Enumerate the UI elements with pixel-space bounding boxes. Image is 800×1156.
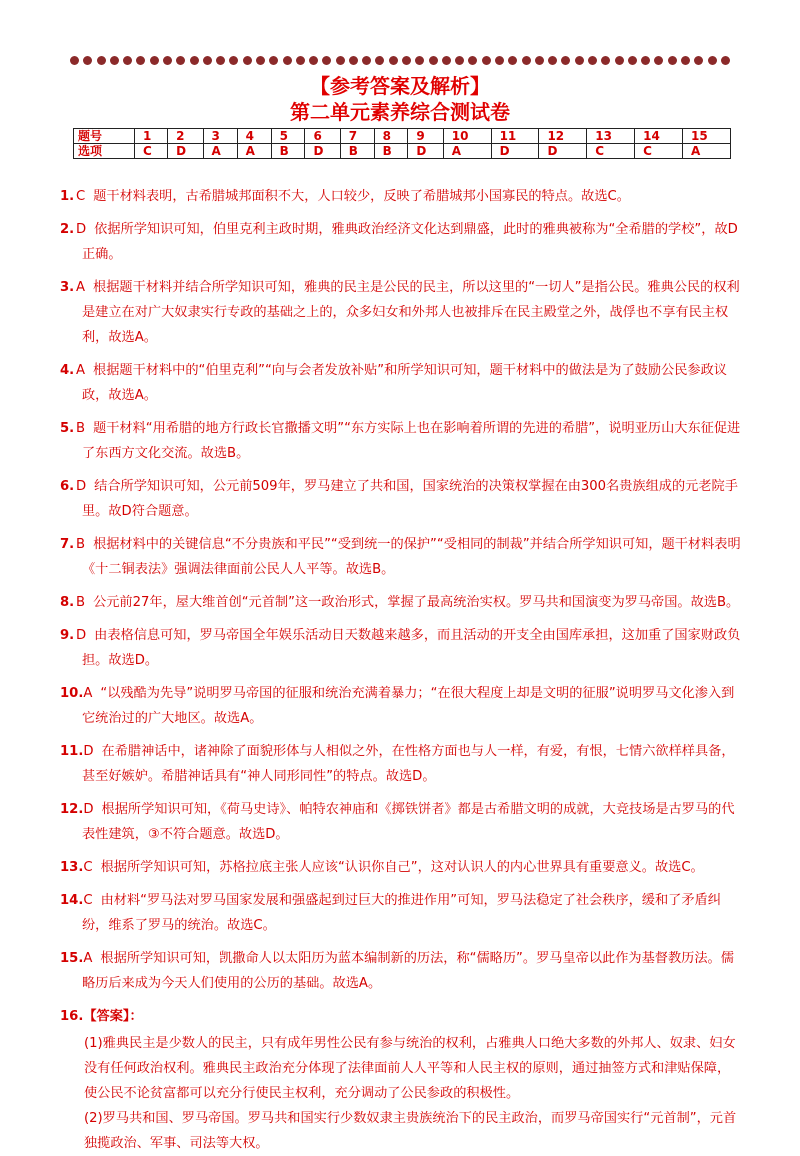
decorative-dot-border <box>70 56 730 66</box>
answer-table-number-row <box>74 129 731 144</box>
explanation-item <box>60 358 742 408</box>
question-number-cell: 3 <box>203 129 237 144</box>
item-explanation-text: 根据题干材料并结合所学知识可知，雅典的民主是公民的民主，所以这里的“一切人”是指公民。雅典公民的权利是建立在对广大奴隶实行专政的基础之上的，众多妇女和外邦人也被排斥在民主殿堂之外，战俘也不享有民主权利，故选A。 <box>82 280 740 345</box>
border-dot <box>203 56 212 65</box>
item-explanation-text: 题干材料“用希腊的地方行政长官撒播文明”“东方实际上也在影响着所谓的先进的希腊”，说明亚历山大东征促进了东西方文化交流。故选B。 <box>82 421 741 461</box>
item-number: 10. <box>60 686 84 701</box>
border-dot <box>296 56 305 65</box>
question-number-cell: 5 <box>271 129 305 144</box>
item-answer-letter: D <box>76 628 87 643</box>
item-number: 14. <box>60 893 84 908</box>
border-dot <box>482 56 491 65</box>
border-dot <box>601 56 610 65</box>
item-answer-letter: C <box>83 893 93 908</box>
item-explanation-text: 公元前27年，屋大维首创“元首制”这一政治形式，掌握了最高统治实权。罗马共和国演变为罗马帝国。故选B。 <box>93 595 740 610</box>
item-number: 3. <box>60 280 75 295</box>
question-number-cell: 7 <box>340 129 374 144</box>
item-number: 8. <box>60 595 75 610</box>
item-explanation-text: 根据材料中的关键信息“不分贵族和平民”“受到统一的保护”“受相同的制裁”并结合所学知识可知，题干材料表明《十二铜表法》强调法律面前公民人人平等。故选B。 <box>82 537 741 577</box>
item-number: 6. <box>60 479 75 494</box>
row-label-choice: 选项 <box>74 144 135 159</box>
border-dot <box>508 56 517 65</box>
question-16 <box>60 1004 742 1029</box>
item-number: 4. <box>60 363 75 378</box>
explanation-item <box>60 532 742 582</box>
answer-explanations <box>60 184 742 1156</box>
item-explanation-text: 在希腊神话中，诸神除了面貌形体与人相似之外，在性格方面也与人一样，有爱，有恨，七情六欲样样具备，甚至好嫉妒。希腊神话具有“神人同形同性”的特点。故选D。 <box>82 744 735 784</box>
border-dot <box>375 56 384 65</box>
page-title: 【参考答案及解析】 <box>310 74 490 98</box>
page-subtitle: 第二单元素养综合测试卷 <box>290 100 510 124</box>
answer-choice-cell: C <box>587 144 635 159</box>
item-number: 13. <box>60 860 84 875</box>
answer-choice-cell: A <box>237 144 271 159</box>
border-dot <box>309 56 318 65</box>
question-number-cell: 4 <box>237 129 271 144</box>
border-dot <box>442 56 451 65</box>
border-dot <box>269 56 278 65</box>
answer-choice-cell: B <box>374 144 408 159</box>
border-dot <box>522 56 531 65</box>
border-dot <box>216 56 225 65</box>
answer-choice-cell: D <box>491 144 539 159</box>
explanation-item <box>60 797 742 847</box>
border-dot <box>588 56 597 65</box>
explanation-item <box>60 855 742 880</box>
border-dot <box>468 56 477 65</box>
explanation-item <box>60 217 742 267</box>
border-dot <box>495 56 504 65</box>
question-number-cell: 11 <box>491 129 539 144</box>
question-number-cell: 6 <box>305 129 340 144</box>
item-number: 2. <box>60 222 75 237</box>
border-dot <box>190 56 199 65</box>
question-number-cell: 1 <box>135 129 168 144</box>
border-dot <box>561 56 570 65</box>
question-number-cell: 13 <box>587 129 635 144</box>
border-dot <box>110 56 119 65</box>
explanation-item <box>60 946 742 996</box>
item-number: 7. <box>60 537 75 552</box>
answer-choice-cell: B <box>271 144 305 159</box>
item-answer-letter: A <box>83 951 93 966</box>
item-explanation-text: 根据题干材料中的“伯里克利”“向与会者发放补贴”和所学知识可知，题干材料中的做法是为了鼓励公民参政议政，故选A。 <box>82 363 727 403</box>
answer-choice-cell: A <box>683 144 731 159</box>
answer-choice-cell: D <box>408 144 443 159</box>
question-number-cell: 10 <box>443 129 491 144</box>
border-dot <box>694 56 703 65</box>
item-number: 16. <box>60 1009 84 1024</box>
border-dot <box>163 56 172 65</box>
answer-choice-cell: A <box>443 144 491 159</box>
item-answer-letter: A <box>76 363 86 378</box>
border-dot <box>681 56 690 65</box>
explanation-item <box>60 590 742 615</box>
border-dot <box>123 56 132 65</box>
item-answer-letter: D <box>76 479 87 494</box>
item-number: 15. <box>60 951 84 966</box>
row-label-number: 题号 <box>74 129 135 144</box>
answer-table-choice-row <box>74 144 731 159</box>
answer-part2: (2)罗马共和国、罗马帝国。罗马共和国实行少数奴隶主贵族统治下的民主政治，而罗马帝国实行“元首制”，元首独揽政治、军事、司法等大权。 <box>84 1111 737 1151</box>
item-explanation-text: 由表格信息可知，罗马帝国全年娱乐活动日天数越来越多，而且活动的开支全由国库承担，这加重了国家财政负担。故选D。 <box>82 628 741 668</box>
item-explanation-text: 根据所学知识可知，《荷马史诗》、帕特农神庙和《掷铁饼者》都是古希腊文明的成就，大竞技场是古罗马的代表性建筑，③不符合题意。故选D。 <box>82 802 735 842</box>
border-dot <box>229 56 238 65</box>
answer-table <box>73 128 731 159</box>
item-explanation-text: 根据所学知识可知，苏格拉底主张人应该“认识你自己”，这对认识人的内心世界具有重要意义。故选C。 <box>100 860 704 875</box>
border-dot <box>415 56 424 65</box>
question-number-cell: 8 <box>374 129 408 144</box>
border-dot <box>150 56 159 65</box>
border-dot <box>256 56 265 65</box>
answer-choice-cell: D <box>168 144 203 159</box>
item-answer-letter: B <box>76 595 86 610</box>
explanation-item <box>60 739 742 789</box>
item-number: 9. <box>60 628 75 643</box>
question-number-cell: 12 <box>539 129 587 144</box>
answer-choice-cell: C <box>635 144 683 159</box>
item-answer-letter: D <box>76 222 87 237</box>
item-number: 5. <box>60 421 75 436</box>
explanation-item <box>60 681 742 731</box>
border-dot <box>70 56 79 65</box>
border-dot <box>243 56 252 65</box>
border-dot <box>349 56 358 65</box>
border-dot <box>97 56 106 65</box>
explanation-item <box>60 474 742 524</box>
item-number: 12. <box>60 802 84 817</box>
border-dot <box>628 56 637 65</box>
question-number-cell: 9 <box>408 129 443 144</box>
border-dot <box>362 56 371 65</box>
item-explanation-text: 结合所学知识可知，公元前509年，罗马建立了共和国，国家统治的决策权掌握在由300名贵族组成的元老院手里。故D符合题意。 <box>82 479 738 519</box>
item-answer-letter: B <box>76 537 86 552</box>
item-explanation-text: 依据所学知识可知，伯里克利主政时期，雅典政治经济文化达到鼎盛，此时的雅典被称为“全希腊的学校”，故D正确。 <box>82 222 738 262</box>
answer-part1: (1)雅典民主是少数人的民主，只有成年男性公民有参与统治的权利，占雅典人口绝大多数的外邦人、奴隶、妇女没有任何政治权利。雅典民主政治充分体现了法律面前人人平等和人民主权的原则，通过抽签方式和津贴保障，使公民不论贫富都可以充分行使民主权利，充分调动了公民参政的积极性。 <box>84 1036 736 1101</box>
border-dot <box>322 56 331 65</box>
answer-label: 【答案】： <box>83 1009 143 1024</box>
border-dot <box>654 56 663 65</box>
question-number-cell: 2 <box>168 129 203 144</box>
border-dot <box>721 56 730 65</box>
border-dot <box>535 56 544 65</box>
item-explanation-text: 由材料“罗马法对罗马国家发展和强盛起到过巨大的推进作用”可知，罗马法稳定了社会秩序，缓和了矛盾纠纷，维系了罗马的统治。故选C。 <box>82 893 721 933</box>
border-dot <box>176 56 185 65</box>
border-dot <box>455 56 464 65</box>
item-explanation-text: 题干材料表明，古希腊城邦面积不大，人口较少，反映了希腊城邦小国寡民的特点。故选C。 <box>93 189 630 204</box>
item-number: 1. <box>60 189 75 204</box>
explanation-item <box>60 623 742 673</box>
border-dot <box>136 56 145 65</box>
border-dot <box>429 56 438 65</box>
border-dot <box>668 56 677 65</box>
border-dot <box>402 56 411 65</box>
border-dot <box>575 56 584 65</box>
question-number-cell: 14 <box>635 129 683 144</box>
item-answer-letter: D <box>83 802 94 817</box>
explanation-item <box>60 184 742 209</box>
answer-choice-cell: B <box>340 144 374 159</box>
item-answer-letter: D <box>83 744 94 759</box>
item-answer-letter: A <box>83 686 93 701</box>
item-answer-letter: C <box>83 860 93 875</box>
explanation-item <box>60 888 742 938</box>
border-dot <box>708 56 717 65</box>
item-answer-letter: A <box>76 280 86 295</box>
border-dot <box>336 56 345 65</box>
answer-choice-cell: D <box>305 144 340 159</box>
item-explanation-text: 根据所学知识可知，凯撒命人以太阳历为蓝本编制新的历法，称“儒略历”。罗马皇帝以此作为基督教历法。儒略历后来成为今天人们使用的公历的基础。故选A。 <box>82 951 734 991</box>
border-dot <box>615 56 624 65</box>
border-dot <box>83 56 92 65</box>
border-dot <box>641 56 650 65</box>
explanation-item <box>60 416 742 466</box>
border-dot <box>283 56 292 65</box>
item-number: 11. <box>60 744 84 759</box>
answer-choice-cell: D <box>539 144 587 159</box>
border-dot <box>548 56 557 65</box>
question-number-cell: 15 <box>683 129 731 144</box>
border-dot <box>389 56 398 65</box>
answer-choice-cell: C <box>135 144 168 159</box>
item-answer-letter: B <box>76 421 86 436</box>
item-answer-letter: C <box>76 189 86 204</box>
explanation-item <box>60 275 742 350</box>
item-explanation-text: “以残酷为先导”说明罗马帝国的征服和统治充满着暴力；“在很大程度上却是文明的征服”说明罗马文化渗入到它统治过的广大地区。故选A。 <box>82 686 735 726</box>
answer-choice-cell: A <box>203 144 237 159</box>
